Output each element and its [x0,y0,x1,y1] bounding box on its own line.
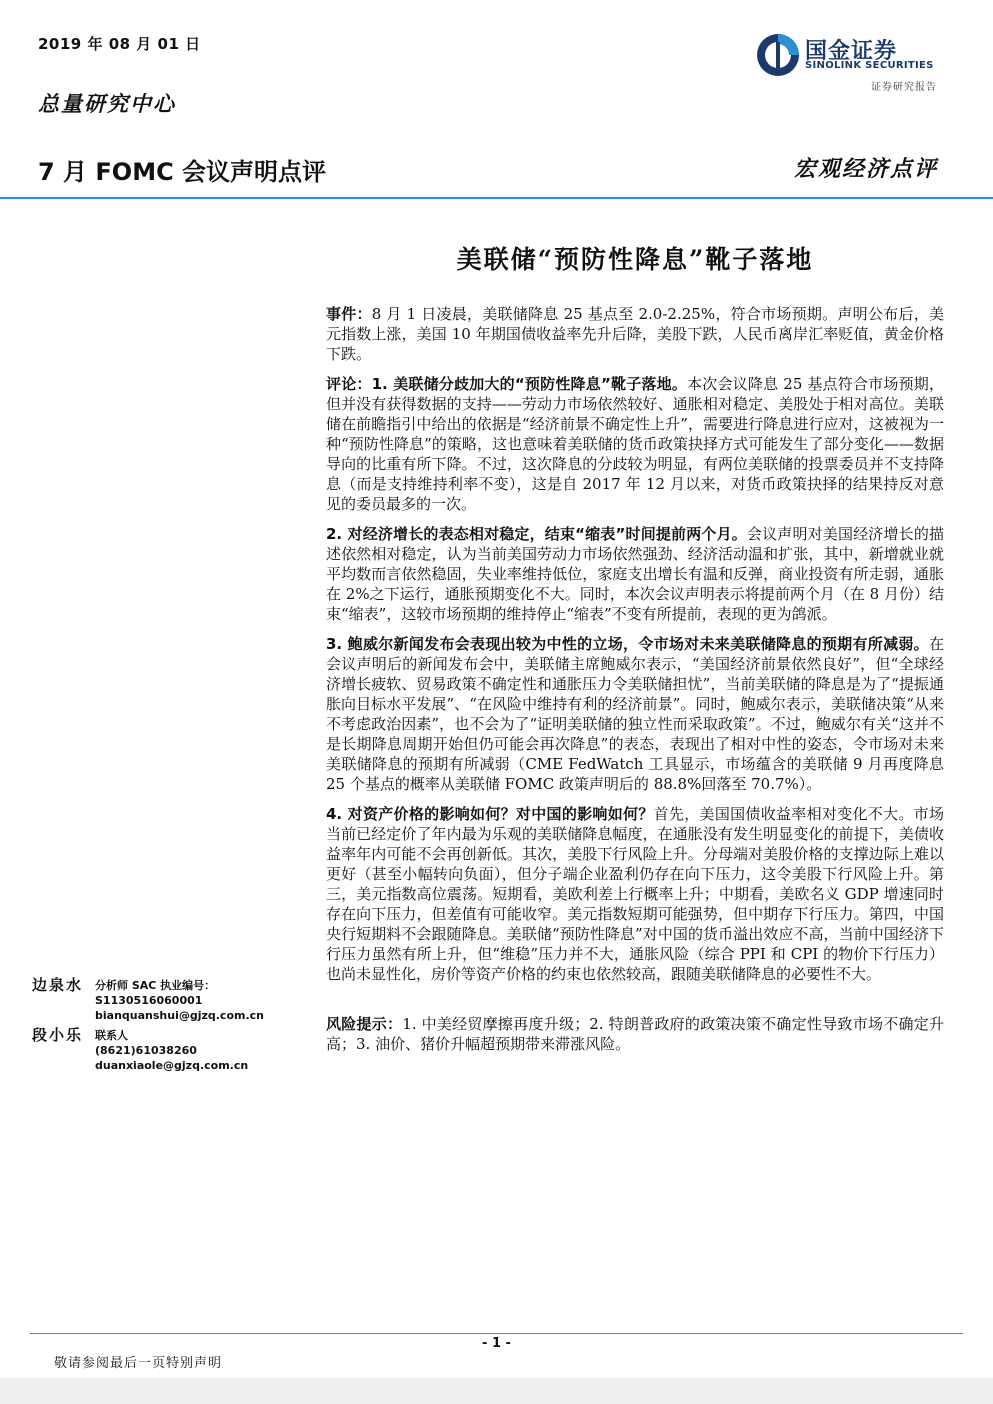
analyst-name: 边泉水 [32,976,84,994]
risk-label: 风险提示： [326,1015,403,1033]
analyst-role: 联系人 [95,1029,128,1042]
research-center: 总量研究中心 [38,91,176,116]
comment-label: 评论： [326,375,372,393]
point-1-text: 本次会议降息 25 基点符合市场预期，但并没有获得数据的支持——劳动力市场依然较好、通胀相对稳定、美股处于相对高位。美联储在前瞻指引中给出的依据是“经济前景不确定性上升”，需要进行降息进行应对，这被视为一种“预防性降息”的策略，这也意味着美联储的货币政策抉择方式可能发生了部分变化——数据导向的比重有所下降。不过，这次降息的分歧较为明显，有两位美联储的投票委员并不支持降息（而是支持维持利率不变），这是自 2017 年 12 月以来，对货币政策抉择的结果持反对意见的委员最多的一次。 [326,375,944,513]
analyst-info [95,978,312,1023]
analyst-email[interactable]: bianquanshui@gjzq.com.cn [95,1009,265,1022]
point-2-heading: 2. 对经济增长的表态相对稳定，结束“缩表”时间提前两个月。 [326,525,747,543]
footer-divider [30,1333,963,1334]
logo-chinese-name: 国金证券 [805,39,898,64]
analyst-info [95,1028,248,1073]
risk-paragraph [326,1014,944,1054]
point-2-text: 会议声明对美国经济增长的描述依然相对稳定，认为当前美国劳动力市场依然强劲、经济活动温和扩张，其中，新增就业就平均数而言依然稳固，失业率维持低位，家庭支出增长有温和反弹，商业投资有所走弱，通胀在 2%之下运行，通胀预期变化不大。同时，本次会议声明表示将提前两个月（在 8 月份）结束“缩表”，这较市场预期的维持停止“缩表”不变有所提前，表现的更为鸽派。 [326,525,944,623]
risk-text: 1. 中美经贸摩擦再度升级；2. 特朗普政府的政策决策不确定性导致市场不确定升高；3. 油价、猪价升幅超预期带来滞涨风险。 [326,1015,944,1053]
analyst-2 [32,1024,312,1084]
logo-mark-icon [755,32,801,78]
headline: 美联储“预防性降息”靴子落地 [456,245,814,274]
disclaimer-note: 敬请参阅最后一页特别声明 [54,1356,223,1371]
report-title: 7 月 FOMC 会议声明点评 [38,158,327,186]
event-label: 事件： [326,305,372,323]
comment-paragraph-2 [326,524,944,624]
comment-paragraph-1 [326,374,944,514]
event-paragraph [326,304,944,364]
point-3-text: 在会议声明后的新闻发布会中，美联储主席鲍威尔表示，“美国经济前景依然良好”，但“全球经济增长疲软、贸易政策不确定性和通胀压力令美联储担忧”，当前美联储的降息是为了“提振通胀向目标水平发展”、“在风险中维持有利的经济前景”。同时，鲍威尔表示，美联储决策“从来不考虑政治因素”，也不会为了“证明美联储的独立性而采取政策”。不过，鲍威尔有关“这并不是长期降息周期开始但仍可能会再次降息”的表态，表现出了相对中性的姿态，令市场对未来美联储降息的预期有所减弱（CME FedWatch 工具显示，市场蕴含的美联储 9 月再度降息 25 个基点的概率从美联储 FOMC 政策声明后的 88.8%回落至 70.7%）。 [326,635,944,793]
comment-paragraph-3 [326,634,944,794]
page-number: - 1 - [482,1336,511,1351]
point-4-heading: 4. 对资产价格的影响如何？对中国的影响如何？ [326,805,654,823]
analyst-panel [32,974,312,1084]
body-column [326,304,944,1064]
logo-subtitle: 证券研究报告 [871,82,937,93]
analyst-1 [32,974,312,1024]
point-4-text: 首先，美国国债收益率相对变化不大。市场当前已经定价了年内最为乐观的美联储降息幅度，在通胀没有发生明显变化的前提下，美债收益率年内可能不会再创新低。其次，美股下行风险上升。分母端对美股价格的支撑边际上难以更好（甚至小幅转向负面），但分子端企业盈利仍存在向下压力，这令美股下行风险上升。第三，美元指数高位震荡。短期看，美欧利差上行概率上升；中期看，美欧名义 GDP 增速同时存在向下压力，但差值有可能收窄。美元指数短期可能强势，但中期存下行压力。第四，中国央行短期料不会跟随降息。美联储“预防性降息”对中国的货币溢出效应不高，当前中国经济下行压力虽然有所上升，但“维稳”压力并不大，通胀风险（综合 PPI 和 CPI 的物价下行压力）也尚未显性化，房价等资产价格的约束也依然较高，跟随美联储降息的必要性不大。 [326,805,944,983]
analyst-email[interactable]: duanxiaole@gjzq.com.cn [95,1059,249,1072]
analyst-role: 分析师 SAC 执业编号：S1130516060001 [95,979,216,1007]
analyst-name: 段小乐 [32,1026,84,1044]
comment-paragraph-4 [326,804,944,984]
bottom-band [0,1378,993,1404]
logo-english-name: SINOLINK SECURITIES [805,60,934,71]
event-text: 8 月 1 日凌晨，美联储降息 25 基点至 2.0-2.25%，符合市场预期。声明公布后，美元指数上涨，美国 10 年期国债收益率先升后降，美股下跌，人民币离岸汇率贬值，黄金价格下跌。 [326,305,944,363]
report-date: 2019 年 08 月 01 日 [38,35,201,53]
point-3-heading: 3. 鲍威尔新闻发布会表现出较为中性的立场，令市场对未来美联储降息的预期有所减弱。 [326,635,929,653]
header-divider [0,197,993,199]
sinolink-logo [755,30,945,92]
point-1-heading: 1. 美联储分歧加大的“预防性降息”靴子落地。 [371,375,688,393]
analyst-phone: (8621)61038260 [95,1044,197,1057]
report-type: 宏观经济点评 [793,156,938,182]
